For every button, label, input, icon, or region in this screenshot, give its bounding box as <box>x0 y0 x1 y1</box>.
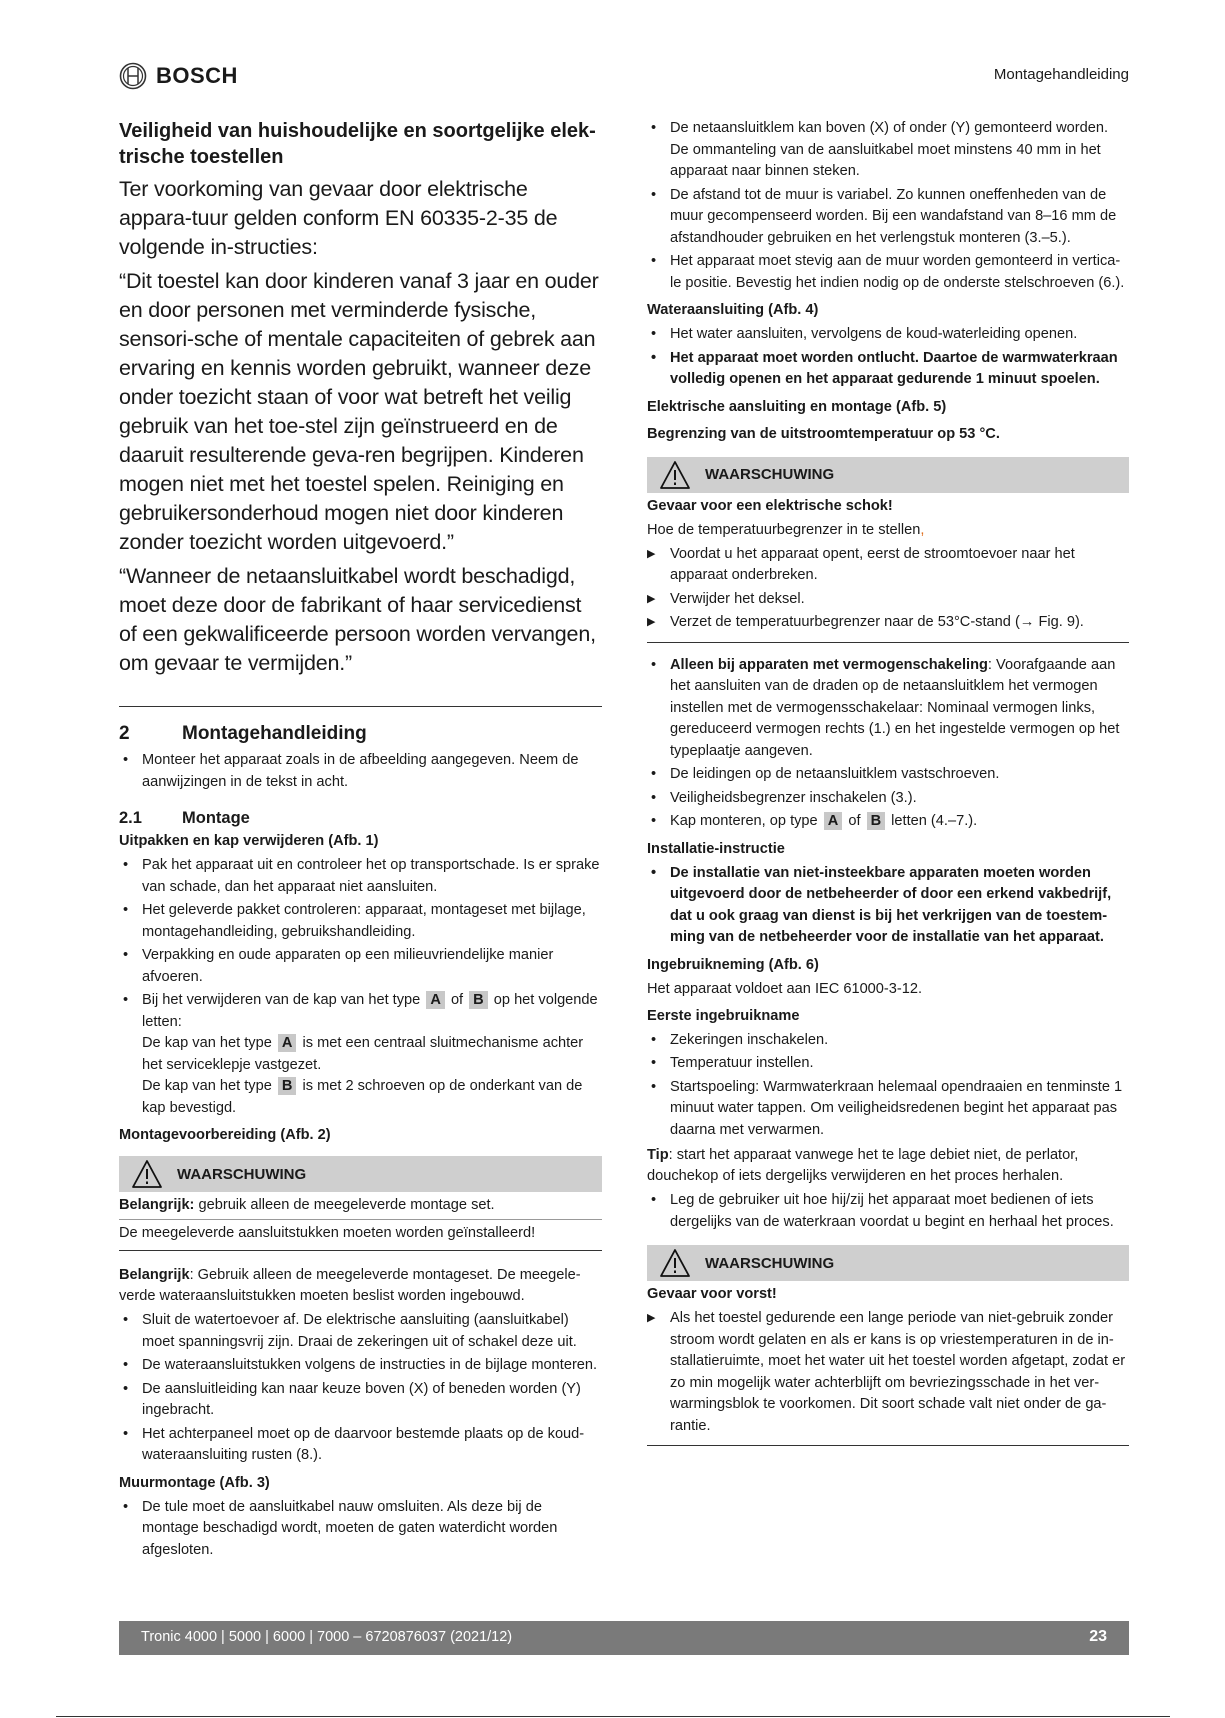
warning-triangle-icon <box>659 460 691 490</box>
electrical-heading: Elektrische aansluiting en montage (Afb. 5) <box>647 398 947 415</box>
list-item: • Monteer het apparaat zoals in de afbeelding aangegeven. Neem de aanwijzingen in de tekst in acht. <box>119 750 602 793</box>
tip-text <box>647 1145 1129 1187</box>
list-item: • Sluit de watertoevoer af. De elektrische aansluiting (aansluitkabel) moet spanningsvrij zijn. Draai de zekeringen uit of schakel deze uit. <box>119 1310 602 1353</box>
connection-list <box>647 655 1129 833</box>
right-column <box>647 118 1129 1446</box>
list-item: • Verpakking en oude apparaten op een milieuvriendelijke manier afvoeren. <box>119 945 602 988</box>
list-item: • Het achterpaneel moet op de daarvoor bestemde plaats op de koud-wateraansluiting rusten (8.). <box>119 1424 602 1467</box>
install-heading: Installatie-instructie <box>647 840 785 857</box>
warning-triangle-icon <box>659 1248 691 1278</box>
warning-banner <box>119 1156 602 1192</box>
cap-a-text: De kap van het type <box>142 1035 272 1051</box>
list-item: • Het geleverde pakket controleren: apparaat, montageset met bijlage, montagehandleiding, gebruikshandleiding. <box>119 900 602 943</box>
list-item: • Het water aansluiten, vervolgens de koud-waterleiding openen. <box>647 324 1129 346</box>
list-item: • De aansluitleiding kan naar keuze boven (X) of beneden worden (Y) ingebracht. <box>119 1379 602 1422</box>
warning-label: WAARSCHUWING <box>177 1165 307 1183</box>
brand-name: BOSCH <box>156 63 238 88</box>
important-text: : Gebruik alleen de meegeleverde montageset. De meegele-verde wateraansluitstukken moeten beslist worden ingebouwd. <box>119 1267 581 1304</box>
section-number: 2.1 <box>119 809 142 827</box>
cap-mount-tail: letten (4.–7.). <box>891 813 978 829</box>
bosch-logo <box>119 62 238 90</box>
warning-label: WAARSCHUWING <box>705 1254 835 1272</box>
water-list <box>647 324 1129 391</box>
first-use-list <box>647 1030 1129 1142</box>
shock-text-comma: , <box>920 521 925 538</box>
warning-label: WAARSCHUWING <box>705 466 835 483</box>
page-header <box>119 62 1129 94</box>
list-item-cap-mount <box>647 811 1129 833</box>
document-title: Montagehandleiding <box>993 66 1129 83</box>
section-title: Montage <box>182 809 250 827</box>
power-label: Alleen bij apparaten met vermogenschakeling <box>670 656 988 673</box>
instruct-list <box>647 1190 1129 1233</box>
list-item: • De wateraansluitstukken volgens de instructies in de bijlage monteren. <box>119 1355 602 1377</box>
frost-steps <box>647 1308 1129 1446</box>
install-list <box>647 863 1129 949</box>
or-text: of <box>848 813 861 829</box>
page-footer <box>119 1621 1129 1655</box>
list-item: • De netaansluitklem kan boven (X) of onder (Y) gemonteerd worden. De ommanteling van de aansluitkabel moet minstens 40 mm in het apparaat naar binnen steken. <box>647 118 1129 183</box>
list-item: • Leg de gebruiker uit hoe hij/zij het apparaat moet bedienen of iets dergelijks van de waterkraan voordat u begint en herhaal het proces. <box>647 1190 1129 1233</box>
chapter-heading <box>119 707 602 747</box>
type-b-badge: B <box>469 991 488 1009</box>
list-item: • Veiligheidsbegrenzer inschakelen (3.). <box>647 788 1129 810</box>
unpack-list <box>119 855 602 1119</box>
commission-text: Het apparaat voldoet aan IEC 61000-3-12. <box>647 980 923 997</box>
type-b-badge: B <box>278 1077 297 1095</box>
or-text: of <box>450 992 464 1008</box>
step-item: ▶ Verzet de temperatuurbegrenzer naar de 53°C-stand (→ Fig. 9). <box>647 612 1129 634</box>
type-b-badge: B <box>867 812 886 830</box>
safety-heading: Veiligheid van huishoudelijke en soortgelijke elek-trische toestellen <box>119 120 596 168</box>
limit-heading: Begrenzing van de uitstroomtemperatuur op 53 °C. <box>647 425 1000 442</box>
list-item: • Het apparaat moet stevig aan de muur worden gemonteerd in vertica-le positie. Bevestig het indien nodig op de onderste stelschroeven (6.). <box>647 251 1129 294</box>
water-heading: Wateraansluiting (Afb. 4) <box>647 302 819 318</box>
cap-b-text: De kap van het type <box>142 1078 272 1094</box>
chapter-list <box>119 750 602 793</box>
wall-heading: Muurmontage (Afb. 3) <box>119 1474 270 1491</box>
warning-text-1 <box>119 1195 602 1220</box>
list-item: • Startspoeling: Warmwaterkraan helemaal opendraaien en tenminste 1 minuut water tappen. Om veiligheidsredenen begint het apparaat pas daarna met verwarmen. <box>647 1077 1129 1142</box>
step-item: ▶ Voordat u het apparaat opent, eerst de stroomtoevoer naar het apparaat onderbreken. <box>647 544 1129 587</box>
chapter-number: 2 <box>119 723 130 744</box>
chapter-title: Montagehandleiding <box>182 723 367 744</box>
unpack-heading: Uitpakken en kap verwijderen (Afb. 1) <box>119 833 379 849</box>
warning-important-text: gebruik alleen de meegeleverde montage set. <box>198 1197 495 1213</box>
shock-steps <box>647 544 1129 643</box>
warning-text-2: De meegeleverde aansluitstukken moeten worden geïnstalleerd! <box>119 1223 602 1251</box>
shock-text <box>647 520 1129 541</box>
list-item-bold: • De installatie van niet-insteekbare apparaten moeten worden uitgevoerd door de netbeheerder of door een erkend vakbedrijf, dat u ook graag van dienst is bij het verkrijgen van de toestem-ming van de netbeheerder voor de installatie van het apparaat. <box>647 863 1129 949</box>
step-item: ▶ Verwijder het deksel. <box>647 589 1129 611</box>
list-item: • De tule moet de aansluitkabel nauw omsluiten. Als deze bij de montage beschadigd wordt, moeten de gaten waterdicht worden afgesloten. <box>119 1497 602 1562</box>
warning-important: Belangrijk: <box>119 1197 195 1213</box>
footer-product-text: Tronic 4000 | 5000 | 6000 | 7000 – 6720876037 (2021/12) <box>141 1629 513 1645</box>
warning-banner <box>647 1245 1129 1281</box>
list-item: • De afstand tot de muur is variabel. Zo kunnen oneffenheden van de muur gecompenseerd worden. Bij een wandafstand van 8–16 mm de afstandhouder gebruiken en het verlengstuk monteren (3.–5.). <box>647 185 1129 250</box>
type-a-badge: A <box>824 812 843 830</box>
wall-list-continued <box>647 118 1129 294</box>
cap-removal-text: Bij het verwijderen van de kap van het type <box>142 992 421 1008</box>
list-item: • Pak het apparaat uit en controleer het op transportschade. Is er sprake van schade, dan het apparaat niet aansluiten. <box>119 855 602 898</box>
important-label: Belangrijk <box>119 1267 190 1283</box>
prep-heading: Montagevoorbereiding (Afb. 2) <box>119 1127 331 1143</box>
commission-heading: Ingebruikneming (Afb. 6) <box>647 956 819 973</box>
cap-mount-text: Kap monteren, op type <box>670 813 818 829</box>
list-item: • De leidingen op de netaansluitklem vastschroeven. <box>647 764 1129 786</box>
section-heading <box>119 807 602 829</box>
warning-banner <box>647 457 1129 493</box>
tip-label: Tip <box>647 1147 669 1163</box>
list-item: • Zekeringen inschakelen. <box>647 1030 1129 1052</box>
safety-quote-cable: “Wanneer de netaansluitkabel wordt beschadigd, moet deze door de fabrikant of haar servicedienst of een gekwalificeerde persoon worden vervangen, om gevaar te vermijden.” <box>119 564 596 675</box>
shock-heading: Gevaar voor een elektrische schok! <box>647 497 893 514</box>
cap-b-detail: is met 2 schroeven op de onderkant van de kap bevestigd. <box>142 1078 583 1116</box>
first-use-heading: Eerste ingebruikname <box>647 1007 800 1024</box>
bottom-divider <box>56 1716 1170 1717</box>
list-item-bold: • Het apparaat moet worden ontlucht. Daartoe de warmwaterkraan volledig openen en het apparaat gedurende 1 minuut spoelen. <box>647 348 1129 391</box>
shock-text-main: Hoe de temperatuurbegrenzer in te stellen <box>647 521 921 538</box>
list-item-power <box>647 655 1129 763</box>
tip-body: : start het apparaat vanwege het te lage debiet niet, de perlator, douchekop of iets dergelijks verwijderen en het proces herhalen. <box>647 1147 1079 1184</box>
important-note <box>119 1265 602 1307</box>
left-column <box>119 118 602 1563</box>
wall-list <box>119 1497 602 1562</box>
prep-list <box>119 1310 602 1467</box>
type-a-badge: A <box>426 991 445 1009</box>
bosch-armature-icon <box>119 62 147 90</box>
power-text: : Voorafgaande aan het aansluiten van de draden op de netaansluitklem het vermogen instellen met de vermogensschakelaar: Nominaal vermogen links, gereduceerd vermogen rechts (1.) en het ingestelde vermogen op het typeplaatje aangeven. <box>670 656 1120 759</box>
cap-a-detail: is met een centraal sluitmechanisme achter het serviceklepje vastgezet. <box>142 1035 584 1073</box>
frost-heading: Gevaar voor vorst! <box>647 1286 777 1302</box>
step-item: ▶ Als het toestel gedurende een lange periode van niet-gebruik zonder stroom wordt gelaten en als er kans is op vriestemperaturen in de in-stallatieruimte, moet het water uit het toestel worden afgetapt, zodat er zo min mogelijk water achterblijft om bevriezingsschade in het ver-warmingsblok te voorkomen. Dit soort schade valt niet onder de ga-rantie. <box>647 1308 1129 1437</box>
list-item-cap-removal <box>119 990 602 1119</box>
page-number: 23 <box>1089 1628 1107 1645</box>
cap-removal-tail: op het volgende letten: <box>142 992 598 1030</box>
safety-intro: Ter voorkoming van gevaar door elektrische appara-tuur gelden conform EN 60335-2-35 de volgende in-structies: <box>119 177 558 259</box>
type-a-badge: A <box>278 1034 297 1052</box>
safety-quote-children: “Dit toestel kan door kinderen vanaf 3 jaar en ouder en door personen met verminderde fysische, sensori-sche of mentale capaciteiten of gebrek aan ervaring en kennis worden gebruikt, wanneer deze onder toezicht staan of voor wat betreft het veilig gebruik van het toe-stel zijn geïnstrueerd en de daaruit resulterende geva-ren begrijpen. Kinderen mogen niet met het toestel spelen. Reiniging en gebruikersonderhoud mogen niet door kinderen zonder toezicht worden uitgevoerd.” <box>119 269 599 554</box>
warning-triangle-icon <box>131 1159 163 1189</box>
list-item: • Temperatuur instellen. <box>647 1053 1129 1075</box>
